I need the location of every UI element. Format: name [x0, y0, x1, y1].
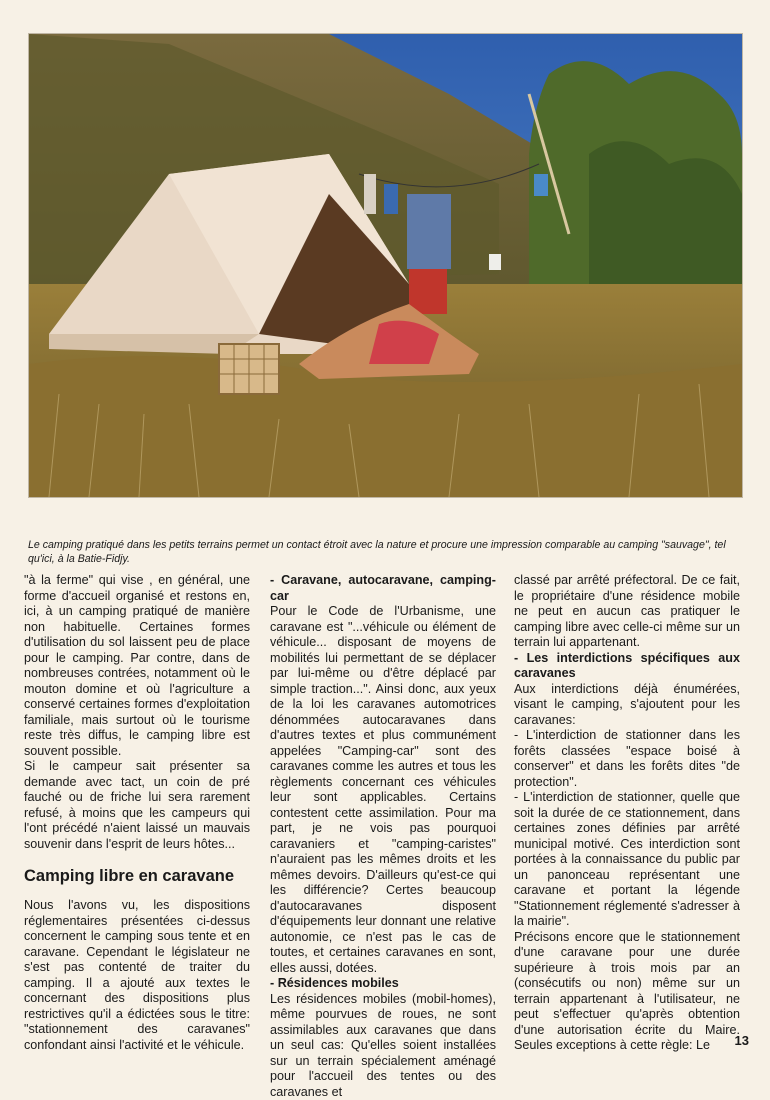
paragraph: Les résidences mobiles (mobil-homes), même pourvues de roues, ne sont assimilables aux caravanes que dans un seul cas: Qu'elles soient installées sur un terrain spécialement aménagé pour l'accueil des tentes ou des caravanes et	[270, 992, 496, 1100]
paragraph: Aux interdictions déjà énumérées, visant le camping, s'ajoutent pour les caravanes:	[514, 682, 740, 729]
paragraph: classé par arrêté préfectoral. De ce fait, le propriétaire d'une résidence mobile ne peut en aucun cas pratiquer le camping libre avec celle-ci même sur un terrain lui appartenant.	[514, 573, 740, 651]
paragraph: - L'interdiction de stationner dans les forêts classées "espace boisé à conserver" et dans les forêts dites "de protection".	[514, 728, 740, 790]
paragraph: Nous l'avons vu, les dispositions réglementaires présentées ci-dessus concernent le camping sous tente et en caravane. Cependant le législateur ne s'est pas contenté de traiter du camping. Il a ajouté aux textes le concernant des dispositions plus restrictives qu'il a édictées sous le titre: "stationnement des caravanes" confondant ainsi l'activité et le véhicule.	[24, 898, 250, 1053]
text-column-1	[24, 573, 250, 1053]
page-number: 13	[735, 1033, 749, 1048]
subheading: - Les interdictions spécifiques aux caravanes	[514, 651, 740, 682]
camping-photo	[28, 33, 743, 498]
subheading: - Caravane, autocaravane, camping-car	[270, 573, 496, 604]
paragraph: Pour le Code de l'Urbanisme, une caravane est "...véhicule ou élément de véhicule... disposant de moyens de mobilités lui permettant de se déplacer par lui-même ou d'être déplacé par simple traction...". Ainsi donc, aux yeux de la loi les caravanes automotrices dénommées autocaravanes dans d'autres textes et plus communément appelées "Camping-car" sont des caravanes comme les autres et tous les règlements concernant ces véhicules leur sont applicables. Certains contestent cette assimilation. Pour ma part, je ne vois pas pourquoi caravaniers et "camping-caristes" n'auraient pas les mêmes droits et les mêmes devoirs. D'ailleurs qu'est-ce qui les différencie? Certes beaucoup d'autocaravanes disposent d'équipements leur donnant une relative autonomie, ce n'est pas le cas de toutes, et certaines caravanes en sont, elles aussi, dotées.	[270, 604, 496, 976]
tent-scene-illustration	[29, 34, 742, 497]
text-column-2	[270, 573, 496, 1100]
paragraph: - L'interdiction de stationner, quelle que soit la durée de ce stationnement, dans certaines zones définies par arrêté municipal motivé. Ces interdiction sont portées à la connaissance du public par un panonceau représentant une caravane et portant la légende "Stationnement réglementé s'adresser à la mairie".	[514, 790, 740, 930]
photo-caption: Le camping pratiqué dans les petits terrains permet un contact étroit avec la nature et procure une impression comparable au camping "sauvage", tel qu'ici, à la Batie-Fidjy.	[28, 539, 741, 566]
paragraph: Si le campeur sait présenter sa demande avec tact, un coin de pré fauché ou de friche lui sera rarement refusé, à moins que les campeurs qui l'ont précédé n'aient laissé un mauvais souvenir dans l'esprit de leurs hôtes...	[24, 759, 250, 852]
section-heading: Camping libre en caravane	[24, 866, 250, 886]
text-column-3	[514, 573, 740, 1054]
subheading: - Résidences mobiles	[270, 976, 496, 992]
paragraph: Précisons encore que le stationnement d'une caravane pour une durée supérieure à trois mois par an (consécutifs ou non) même sur un terrain appartenant à l'utilisateur, ne peut s'effectuer qu'après obtention d'une autorisation écrite du Maire. Seules exceptions à cette règle: Le	[514, 930, 740, 1054]
paragraph: "à la ferme" qui vise , en général, une forme d'accueil organisé et restons en, ici, à un camping pratiqué de manière non habituelle. Certaines formes d'utilisation du sol laissent peu de place pour le camping. Par contre, dans de nombreuses contrées, notamment où le mouton domine et où l'agriculture a conservé certaines formes d'exploitation familiale, mais surtout où le tourisme reste très diffus, le camping libre est souvent possible.	[24, 573, 250, 759]
